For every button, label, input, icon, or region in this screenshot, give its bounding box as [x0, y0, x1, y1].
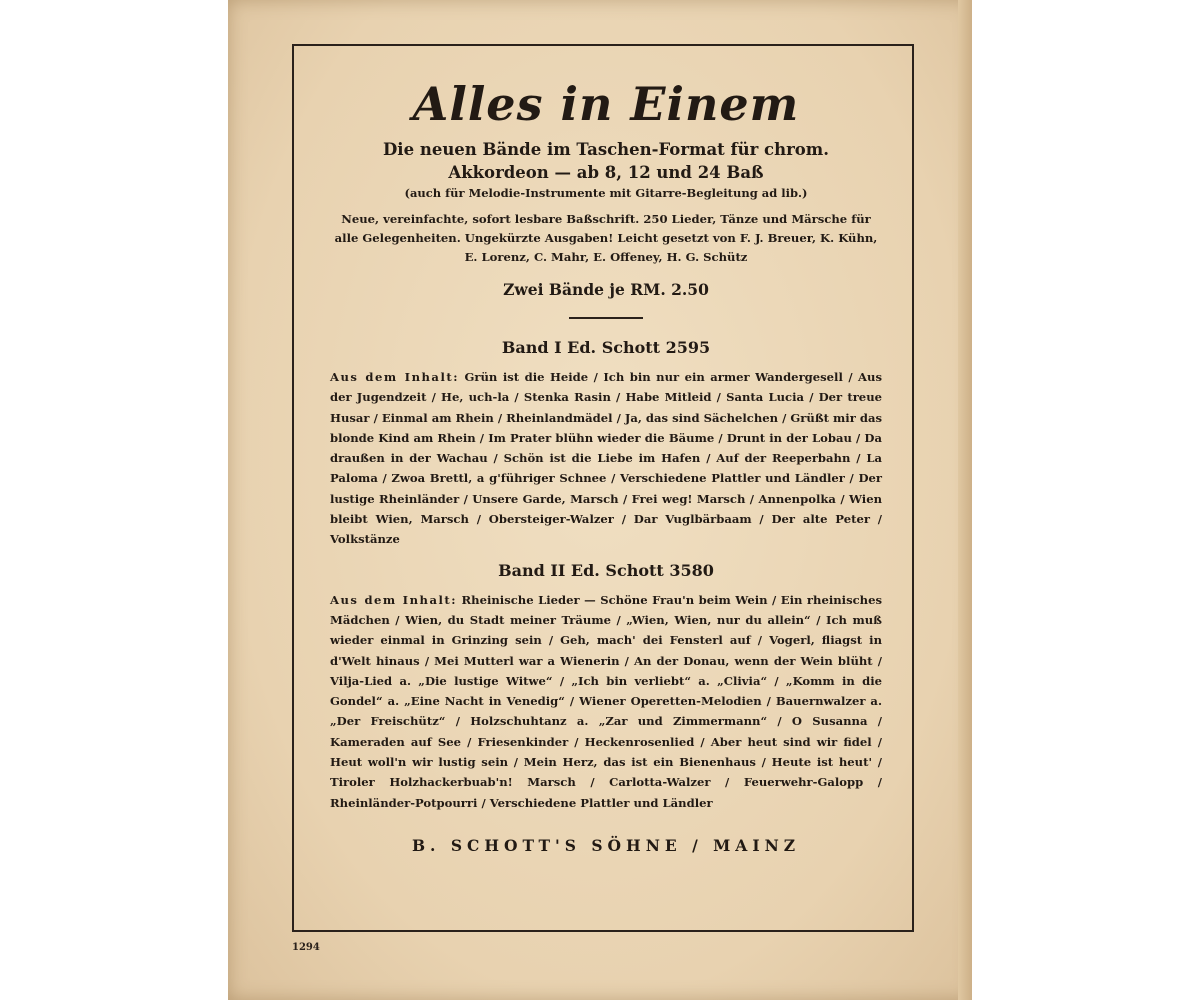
- instruments-note: (auch für Melodie-Instrumente mit Gitarre-Begleitung ad lib.): [404, 186, 808, 200]
- band-2-heading: Band II Ed. Schott 3580: [498, 560, 714, 580]
- page-title: Alles in Einem: [412, 77, 800, 131]
- band-2-contents-label: Aus dem Inhalt:: [330, 592, 458, 607]
- book-back-cover: [228, 0, 972, 1000]
- advertisement-content: [330, 74, 882, 857]
- divider-rule: [569, 317, 643, 319]
- subtitle-line-2: Akkordeon — ab 8, 12 und 24 Baß: [448, 163, 764, 182]
- band-1-contents-label: Aus dem Inhalt:: [330, 370, 459, 384]
- band-2-contents-block: [330, 590, 882, 813]
- price-line: Zwei Bände je RM. 2.50: [503, 280, 709, 299]
- publisher-imprint: B. SCHOTT'S SÖHNE / MAINZ: [411, 835, 801, 855]
- page-number: 1294: [292, 942, 320, 953]
- subtitle-line-1: Die neuen Bände im Taschen-Format für chrom.: [383, 140, 829, 159]
- book-spine-edge: [958, 0, 972, 1000]
- band-1-contents: Grün ist die Heide / Ich bin nur ein armer Wandergesell / Aus der Jugendzeit / He, uch-la / Stenka Rasin / Habe Mitleid / Santa Lucia / Der treue Husar / Einmal am Rhein / Rheinlandmädel / Ja, das sind Sächelchen / Grüßt mir das blonde Kind am Rhein / Im Prater blühn wieder die Bäume / Drunt in der Lobau / Da draußen in der Wachau / Schön ist die Liebe im Hafen / Auf der Reeperbahn / La Paloma / Zwoa Brettl, a g'führiger Schnee / Verschiedene Plattler und Ländler / Der lustige Rheinländer / Unsere Garde, Marsch / Frei weg! Marsch / Annenpolka / Wien bleibt Wien, Marsch / Obersteiger-Walzer / Dar Vuglbärbaam / Der alte Peter / Volkstänze: [330, 370, 883, 547]
- band-1-heading: Band I Ed. Schott 2595: [501, 338, 711, 357]
- intro-text: Neue, vereinfachte, sofort lesbare Baßschrift. 250 Lieder, Tänze und Märsche für alle Gelegenheiten. Ungekürzte Ausgaben! Leicht gesetzt von F. J. Breuer, K. Kühn, E. Lorenz, C. Mahr, E. Offeney, H. G. Schütz: [334, 212, 878, 264]
- band-1-contents-block: [330, 367, 882, 550]
- band-2-contents: Rheinische Lieder — Schöne Frau'n beim Wein / Ein rheinisches Mädchen / Wien, du Stadt meiner Träume / „Wien, Wien, nur du allein“ / Ich muß wieder einmal in Grinzing sein / Geh, mach' dei Fensterl auf / Vogerl, fliagst in d'Welt hinaus / Mei Mutterl war a Wienerin / An der Donau, wenn der Wein blüht / Vilja-Lied a. „Die lustige Witwe“ / „Ich bin verliebt“ a. „Clivia“ / „Komm in die Gondel“ a. „Eine Nacht in Venedig“ / Wiener Operetten-Melodien / Bauernwalzer a. „Der Freischütz“ / Holzschuhtanz a. „Zar und Zimmermann“ / O Susanna / Kameraden auf See / Friesenkinder / Heckenrosenlied / Aber heut sind wir fidel / Heut woll'n wir lustig sein / Mein Herz, das ist ein Bienenhaus / Heute ist heut' / Tiroler Holzhackerbuab'n! Marsch / Carlotta-Walzer / Feuerwehr-Galopp / Rheinländer-Potpourri / Verschiedene Plattler und Ländler: [330, 592, 883, 810]
- advertisement-frame: [292, 44, 914, 932]
